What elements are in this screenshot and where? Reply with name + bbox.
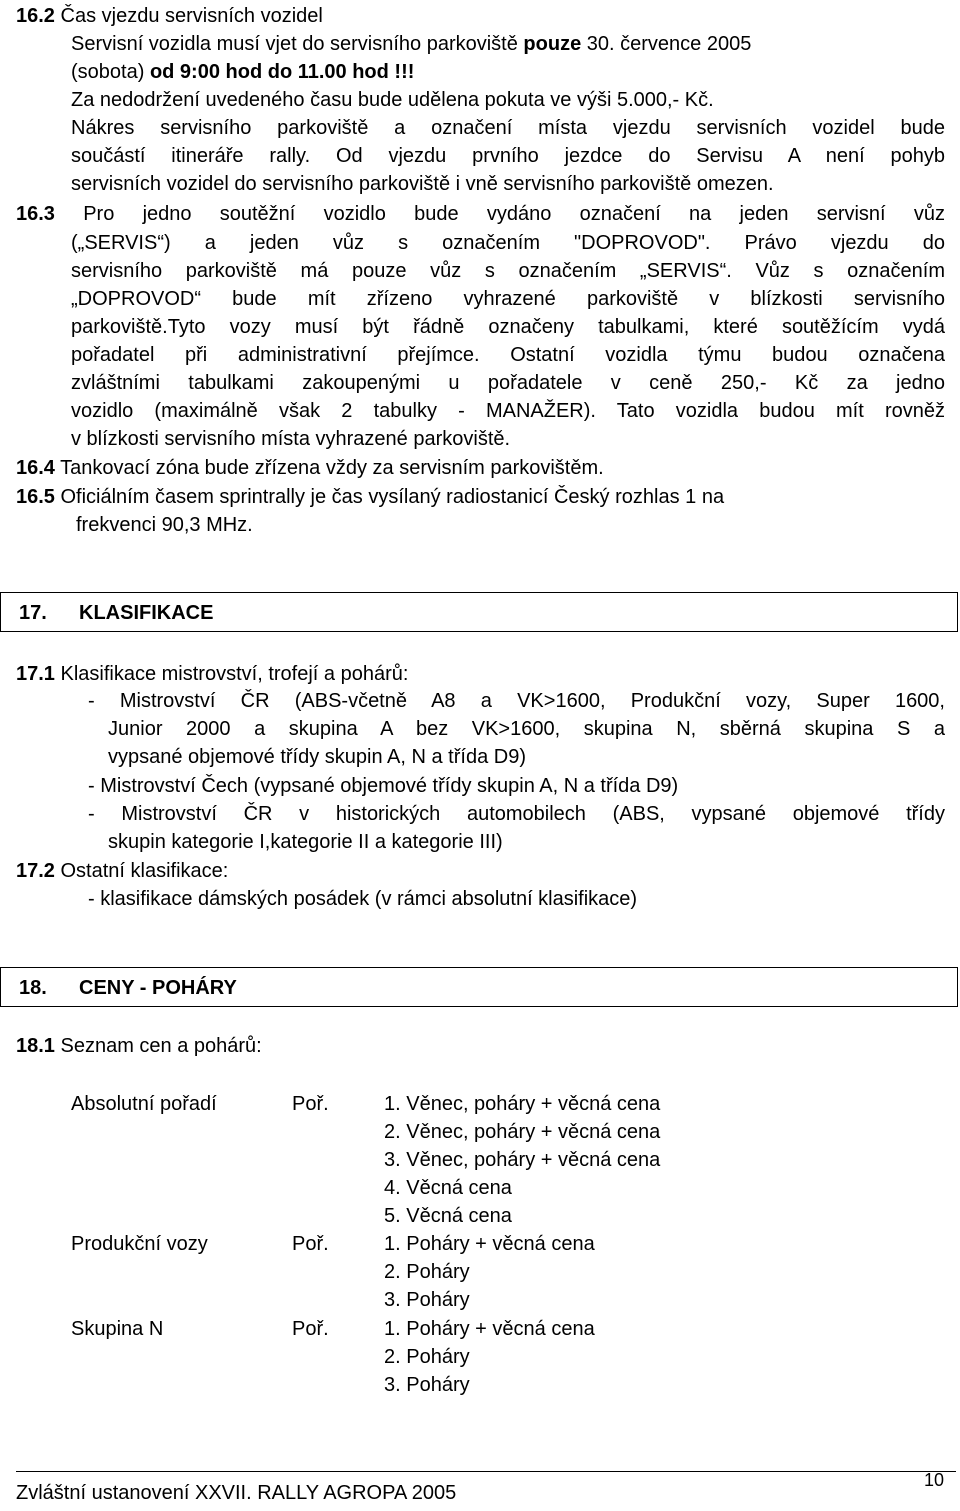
prize-item: 1. Poháry + věcná cena bbox=[384, 1233, 595, 1255]
section-16-3-first-line: 16.3 Pro jedno soutěžní vozidlo bude vydáno označení na jeden servisní vůz bbox=[16, 203, 945, 225]
paragraph-line: zvláštními tabulkami zakoupenými u pořadatele v ceně 250,- Kč za jedno bbox=[71, 372, 945, 394]
list-item: - Mistrovství ČR v historických automobilech (ABS, vypsané objemové třídy bbox=[88, 803, 945, 825]
prize-item: 1. Poháry + věcná cena bbox=[384, 1318, 595, 1340]
prize-group-por: Poř. bbox=[292, 1093, 329, 1115]
footer-text: Zvláštní ustanovení XXVII. RALLY AGROPA 2005 bbox=[16, 1482, 457, 1504]
section-number: 16.4 bbox=[16, 457, 55, 479]
section-16-4: 16.4 Tankovací zóna bude zřízena vždy za servisním parkovištěm. bbox=[16, 457, 604, 479]
section-18-heading bbox=[0, 967, 958, 1007]
heading-title: CENY - POHÁRY bbox=[79, 977, 237, 999]
section-number: 17.1 bbox=[16, 663, 55, 685]
section-16-2-heading bbox=[16, 2, 323, 30]
list-item-continuation: vypsané objemové třídy skupin A, N a třída D9) bbox=[108, 746, 526, 768]
prize-item: 2. Poháry bbox=[384, 1261, 470, 1283]
paragraph-line: součástí itineráře rally. Od vjezdu prvního jezdce do Servisu A není pohyb bbox=[71, 145, 945, 167]
prize-group-label: Absolutní pořadí bbox=[71, 1093, 217, 1115]
section-number: 16.3 bbox=[16, 203, 55, 225]
section-number: 16.5 bbox=[16, 486, 55, 508]
heading-number: 18. bbox=[19, 977, 47, 999]
paragraph-line: pořadatel při administrativní přejímce. Ostatní vozidla týmu budou označena bbox=[71, 344, 945, 366]
paragraph-line: Nákres servisního parkoviště a označení místa vjezdu servisních vozidel bude bbox=[71, 117, 945, 139]
paragraph-line: servisního parkoviště má pouze vůz s označením „SERVIS“. Vůz s označením bbox=[71, 260, 945, 282]
paragraph-line: frekvenci 90,3 MHz. bbox=[76, 514, 253, 536]
paragraph-line: (sobota) od 9:00 hod do 11.00 hod !!! bbox=[71, 61, 415, 83]
section-18-1-heading: 18.1 Seznam cen a pohárů: bbox=[16, 1035, 262, 1057]
section-number: 16.2 bbox=[16, 5, 55, 27]
section-16-5: 16.5 Oficiálním časem sprintrally je čas vysílaný radiostanicí Český rozhlas 1 na bbox=[16, 486, 725, 508]
list-item: - klasifikace dámských posádek (v rámci absolutní klasifikace) bbox=[88, 888, 638, 910]
list-item-continuation: skupin kategorie I,kategorie II a kategorie III) bbox=[108, 831, 503, 853]
list-item: - Mistrovství Čech (vypsané objemové třídy skupin A, N a třída D9) bbox=[88, 775, 679, 797]
paragraph-line: servisních vozidel do servisního parkoviště i vně servisního parkoviště omezen. bbox=[71, 173, 774, 195]
list-item-continuation: Junior 2000 a skupina A bez VK>1600, skupina N, sběrná skupina S a bbox=[108, 718, 945, 740]
section-17-1-heading: 17.1 Klasifikace mistrovství, trofejí a pohárů: bbox=[16, 663, 409, 685]
heading-title: KLASIFIKACE bbox=[79, 602, 214, 624]
paragraph-line: („SERVIS“) a jeden vůz s označením "DOPROVOD". Právo vjezdu do bbox=[71, 232, 945, 254]
heading-number: 17. bbox=[19, 602, 47, 624]
paragraph-line: vozidlo (maximálně však 2 tabulky - MANAŽER). Tato vozidla budou mít rovněž bbox=[71, 400, 945, 422]
paragraph-line: parkoviště.Tyto vozy musí být řádně označeny tabulkami, které soutěžícím vydá bbox=[71, 316, 945, 338]
paragraph-line: „DOPROVOD“ bude mít zřízeno vyhrazené parkoviště v blízkosti servisního bbox=[71, 288, 945, 310]
section-17-heading bbox=[0, 592, 958, 632]
prize-item: 2. Poháry bbox=[384, 1346, 470, 1368]
prize-item: 2. Věnec, poháry + věcná cena bbox=[384, 1121, 661, 1143]
list-item: - Mistrovství ČR (ABS-včetně A8 a VK>1600, Produkční vozy, Super 1600, bbox=[88, 690, 945, 712]
prize-group-por: Poř. bbox=[292, 1233, 329, 1255]
prize-item: 3. Poháry bbox=[384, 1374, 470, 1396]
prize-group-label: Skupina N bbox=[71, 1318, 164, 1340]
prize-group-label: Produkční vozy bbox=[71, 1233, 208, 1255]
prize-group-por: Poř. bbox=[292, 1318, 329, 1340]
prize-item: 4. Věcná cena bbox=[384, 1177, 512, 1199]
prize-item: 1. Věnec, poháry + věcná cena bbox=[384, 1093, 661, 1115]
section-17-2-heading: 17.2 Ostatní klasifikace: bbox=[16, 860, 229, 882]
section-title: Čas vjezdu servisních vozidel bbox=[60, 5, 323, 27]
section-number: 18.1 bbox=[16, 1035, 55, 1057]
prize-item: 5. Věcná cena bbox=[384, 1205, 512, 1227]
prize-item: 3. Věnec, poháry + věcná cena bbox=[384, 1149, 661, 1171]
prize-item: 3. Poháry bbox=[384, 1289, 470, 1311]
paragraph-line: Servisní vozidla musí vjet do servisního parkoviště pouze 30. července 2005 bbox=[71, 33, 752, 55]
footer-rule bbox=[16, 1471, 956, 1472]
section-number: 17.2 bbox=[16, 860, 55, 882]
page-number: 10 bbox=[923, 1470, 944, 1490]
paragraph-line: v blízkosti servisního místa vyhrazené parkoviště. bbox=[71, 428, 511, 450]
paragraph-line: Za nedodržení uvedeného času bude udělena pokuta ve výši 5.000,- Kč. bbox=[71, 89, 714, 111]
